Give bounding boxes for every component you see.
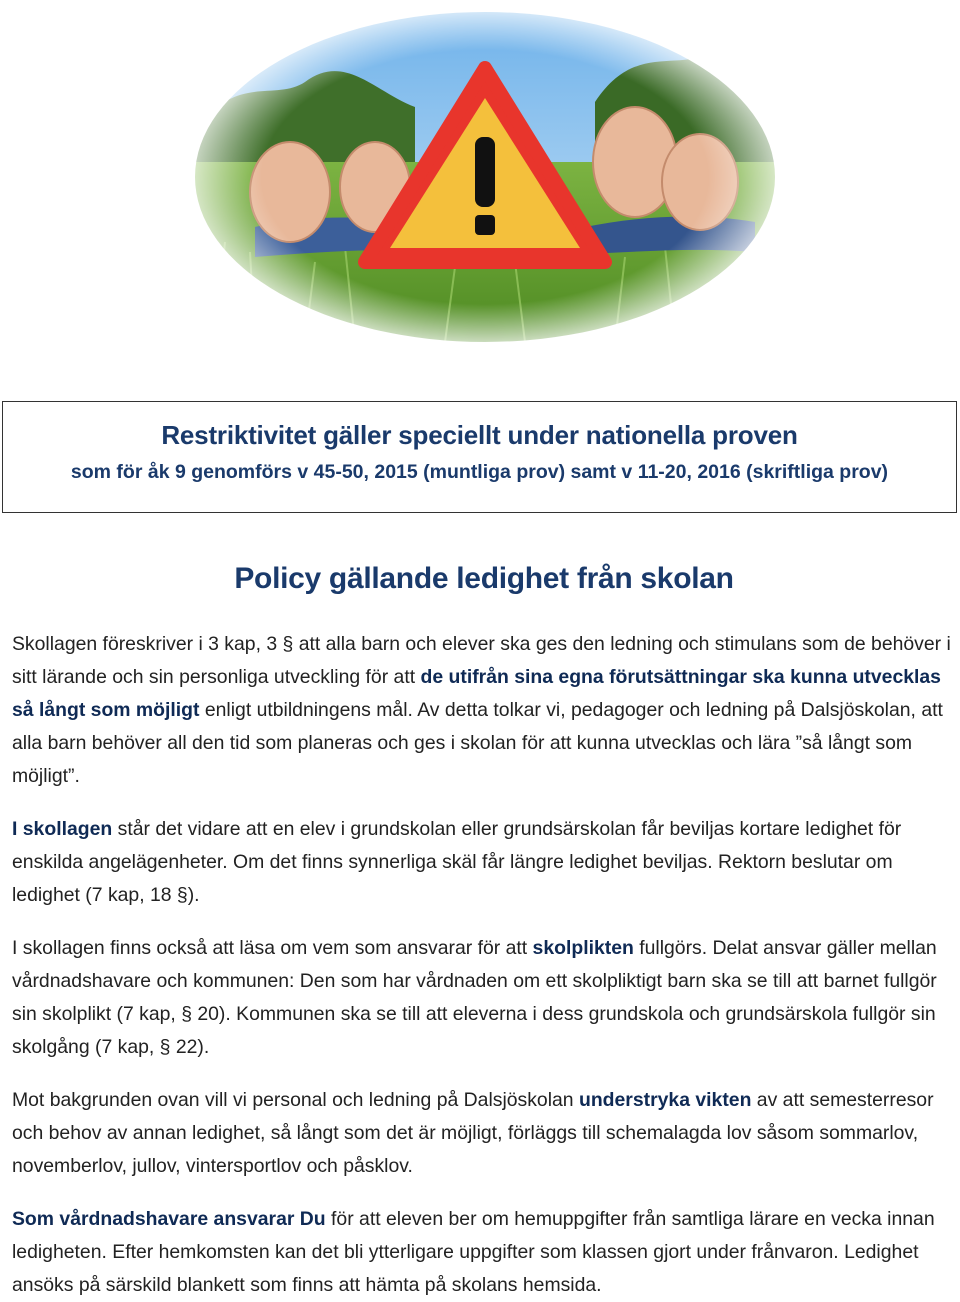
p4-text-bold: understryka vikten xyxy=(578,1089,752,1111)
p4-text-a: Mot bakgrunden ovan vill vi personal och ledning på Dalsjöskolan xyxy=(12,1089,579,1111)
notice-box xyxy=(2,401,957,513)
p3-text-c: fullgörs. Delat ansvar gäller mellan vårdnadshavare och kommunen: Den som har vårdnaden om ett skolpliktigt barn ska se till att barnet fullgör sin skolplikt (7 kap, § 20). Kommunen ska se till att eleverna i dess grundskola och grundsärskola fullgör sin skolgång (7 kap, § 22). xyxy=(12,937,937,1058)
p4-text-c: av att semesterresor och behov av annan ledighet, så långt som det är möjligt, förläggs till schemalagda lov såsom sommarlov, novemberlov, jullov, vintersportlov och påsklov. xyxy=(12,1089,934,1177)
p3-text-a: I skollagen finns också att läsa om vem som ansvarar för att xyxy=(12,937,533,959)
hero-image xyxy=(195,12,775,342)
p5-text-bold: Som vårdnadshavare ansvarar Du xyxy=(12,1208,326,1230)
grass-feet-illustration xyxy=(195,12,775,342)
notice-title: Restriktivitet gäller speciellt under nationella proven xyxy=(161,420,798,450)
paragraph-ledighet-rules xyxy=(12,813,957,912)
p3-text-bold: skolplikten xyxy=(532,937,634,959)
p5-text-b: för att eleven ber om hemuppgifter från samtliga lärare en vecka innan ledigheten. Efter hemkomsten kan det bli ytterligare uppgifter som klassen gjort under frånvaron. Ledighet ansöks på särskild blankett som finns att hämta på skolans hemsida. xyxy=(12,1208,935,1296)
notice-subtitle: som för åk 9 genomförs v 45-50, 2015 (muntliga prov) samt v 11-20, 2016 (skriftliga prov) xyxy=(70,461,889,483)
policy-heading: Policy gällande ledighet från skolan xyxy=(234,562,734,595)
paragraph-lov-request xyxy=(12,1084,957,1183)
p2-text-bold: I skollagen xyxy=(12,818,113,840)
paragraph-skolplikt xyxy=(12,932,957,1064)
p1-text-bold: de utifrån sina egna förutsättningar ska kunna utvecklas så långt som möjligt xyxy=(12,666,941,721)
p1-text-c: enligt utbildningens mål. Av detta tolkar vi, pedagoger och ledning på Dalsjöskolan, att alla barn behöver all den tid som planeras och ges i skolan för att kunna utvecklas och lära ”så långt som möjligt”. xyxy=(12,699,943,787)
p2-text-b: står det vidare att en elev i grundskolan eller grundsärskolan får beviljas kortare ledighet för enskilda angelägenheter. Om det finns synnerliga skäl får längre ledighet beviljas. Rektorn beslutar om ledighet (7 kap, 18 §). xyxy=(12,818,902,906)
paragraph-guardian-responsibility xyxy=(12,1203,957,1302)
p1-text-a: Skollagen föreskriver i 3 kap, 3 § att alla barn och elever ska ges den ledning och stimulans som de behöver i sitt lärande och sin personliga utveckling för att xyxy=(12,633,951,688)
paragraph-skollagen-intro xyxy=(12,628,957,793)
